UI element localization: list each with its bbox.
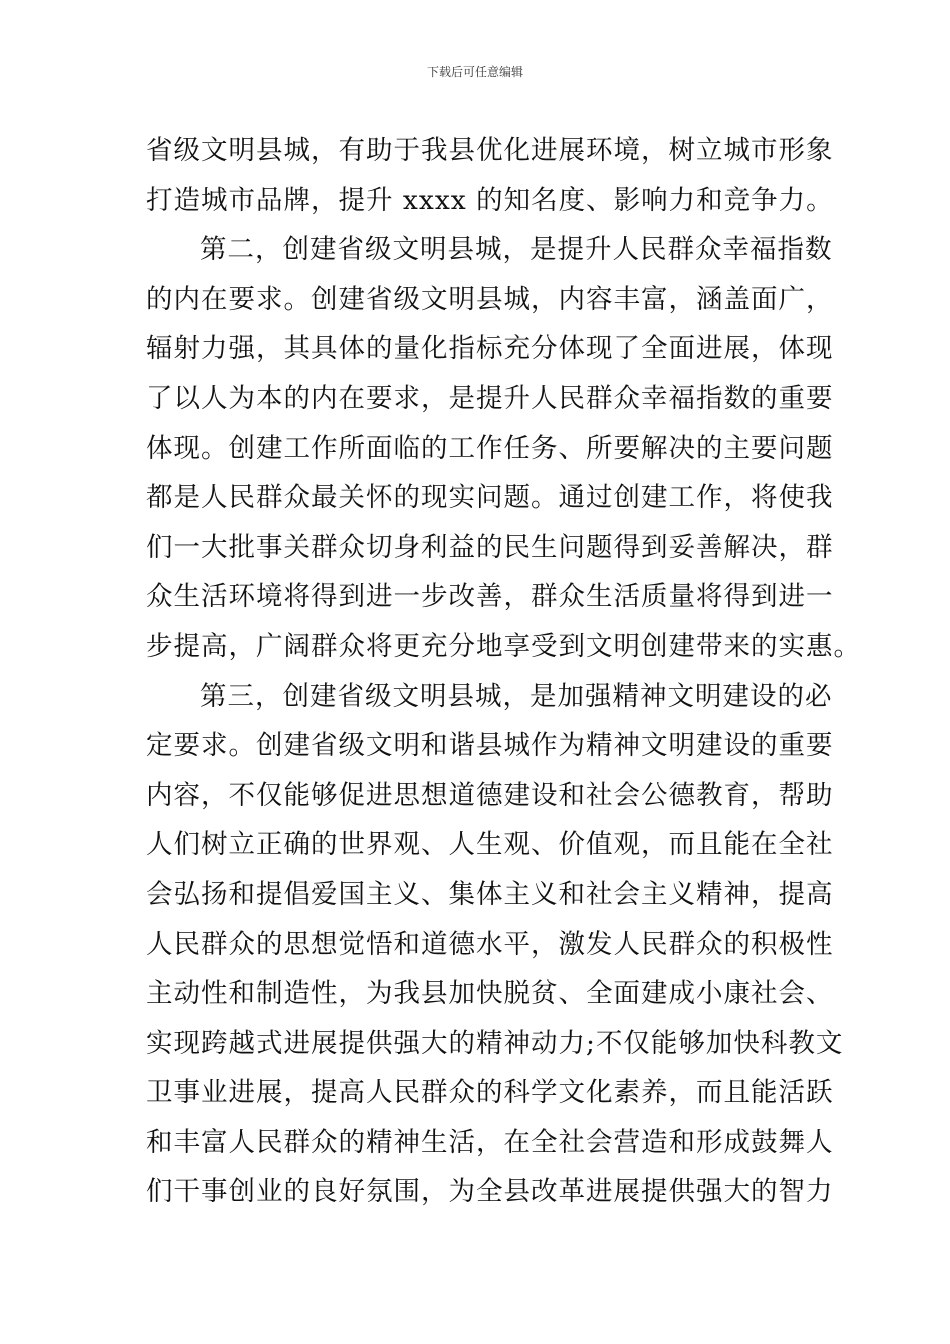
text-line: 人民群众的思想觉悟和道德水平，激发人民群众的积极性 xyxy=(146,928,834,960)
text-line: 卫事业进展，提高人民群众的科学文化素养，而且能活跃 xyxy=(146,1077,834,1109)
text-line: 都是人民群众最关怀的现实问题。通过创建工作，将使我 xyxy=(146,482,834,514)
text-line: 人们树立正确的世界观、人生观、价值观，而且能在全社 xyxy=(146,829,834,861)
text-line: 的内在要求。创建省级文明县城，内容丰富，涵盖面广， xyxy=(146,283,834,315)
document-body xyxy=(146,126,861,1217)
text-line: 定要求。创建省级文明和谐县城作为精神文明建设的重要 xyxy=(146,730,834,762)
text-line: 会弘扬和提倡爱国主义、集体主义和社会主义精神，提高 xyxy=(146,878,834,910)
text-line: 主动性和制造性，为我县加快脱贫、全面建成小康社会、 xyxy=(146,978,834,1010)
text-line: 了以人为本的内在要求，是提升人民群众幸福指数的重要 xyxy=(146,382,834,414)
text-line: 体现。创建工作所面临的工作任务、所要解决的主要问题 xyxy=(146,432,834,464)
text-line: 省级文明县城，有助于我县优化进展环境，树立城市形象 xyxy=(146,135,834,166)
paragraph-start-line: 第三，创建省级文明县城，是加强精神文明建设的必 xyxy=(200,680,833,712)
text-line: 们一大批事关群众切身利益的民生问题得到妥善解决，群 xyxy=(146,531,834,563)
text-line: 实现跨越式进展提供强大的精神动力;不仅能够加快科教文 xyxy=(146,1027,844,1059)
page-header: 下载后可任意编辑 xyxy=(426,65,523,79)
text-line: 众生活环境将得到进一步改善，群众生活质量将得到进一 xyxy=(146,581,834,613)
text-line: 打造城市品牌，提升 xxxx 的知名度、影响力和竞争力。 xyxy=(146,184,834,216)
text-line: 和丰富人民群众的精神生活，在全社会营造和形成鼓舞人 xyxy=(146,1126,834,1158)
paragraph-start-line: 第二，创建省级文明县城，是提升人民群众幸福指数 xyxy=(200,234,833,266)
text-line: 们干事创业的良好氛围，为全县改革进展提供强大的智力 xyxy=(146,1176,834,1208)
text-line: 步提高，广阔群众将更充分地享受到文明创建带来的实惠。 xyxy=(146,630,861,662)
text-line: 辐射力强，其具体的量化指标充分体现了全面进展，体现 xyxy=(146,333,834,365)
text-line: 内容，不仅能够促进思想道德建设和社会公德教育，帮助 xyxy=(146,779,834,811)
